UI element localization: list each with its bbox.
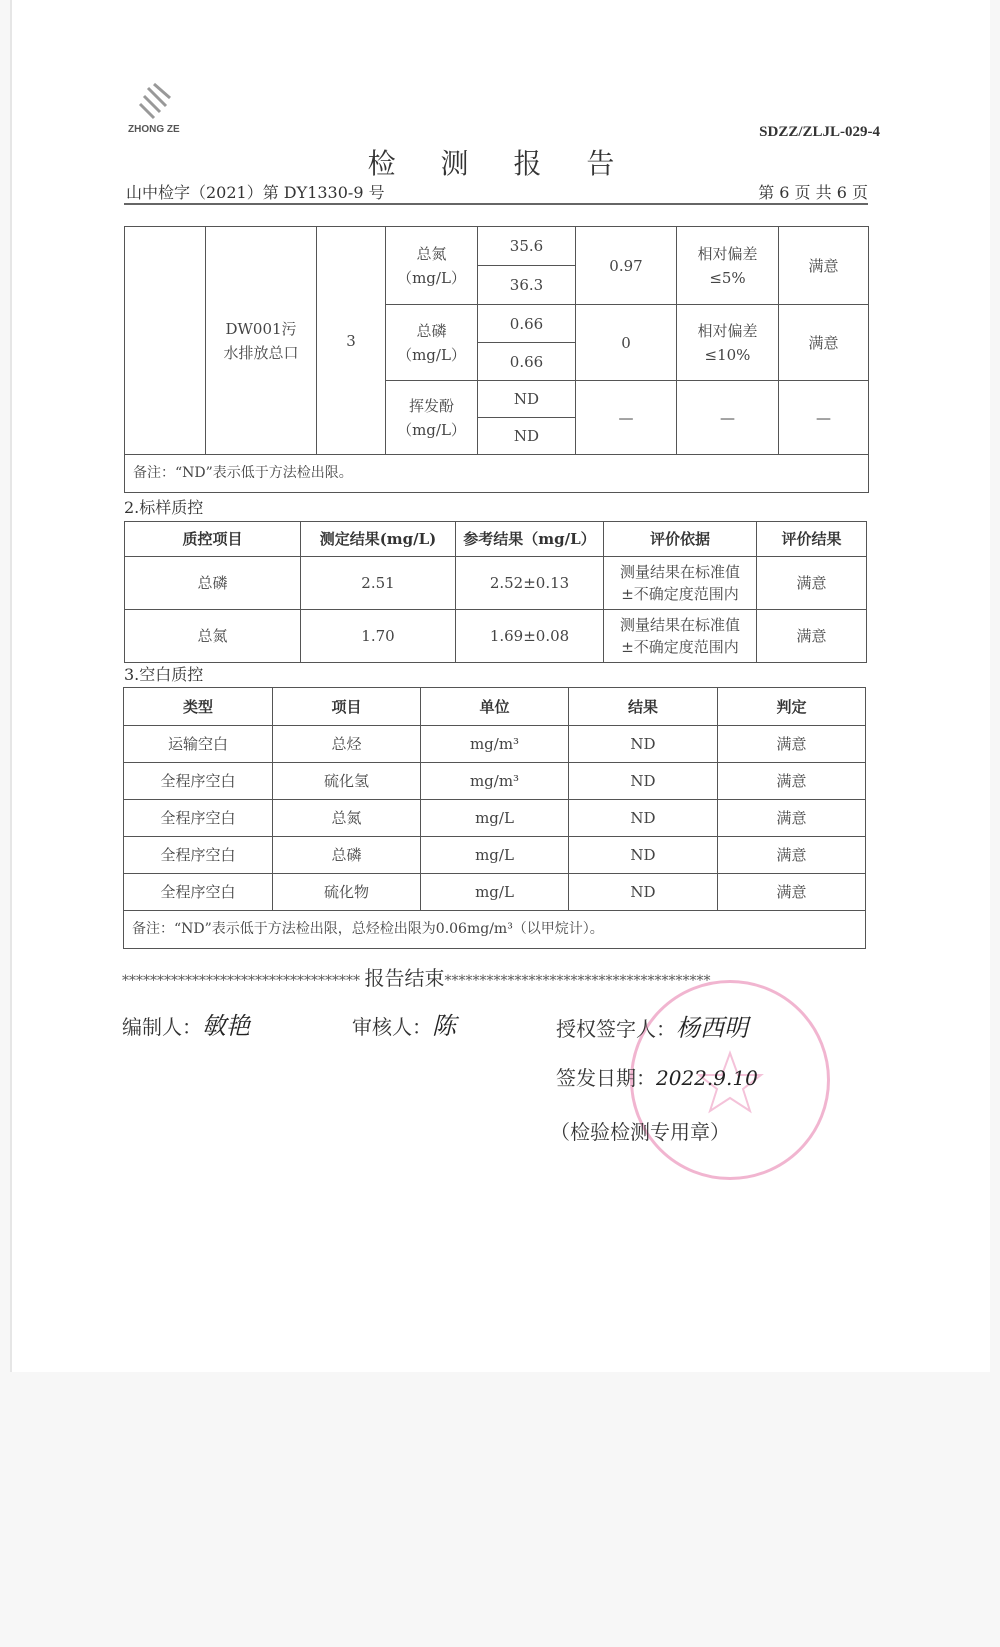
result-cell: 满意 [779, 227, 869, 305]
table-cell: 总氮 [273, 800, 421, 837]
deviation-cell: 0.97 [576, 227, 677, 305]
table-note-row [124, 911, 866, 949]
table-cell: 全程序空白 [124, 800, 273, 837]
table-cell: 满意 [718, 874, 866, 911]
table-header-row [124, 688, 866, 726]
column-header: 评价依据 [604, 522, 757, 557]
value-cell: 0.66 [478, 305, 576, 343]
table-cell: 总磷 [125, 557, 301, 610]
issue-date-value: 2022.9.10 [656, 1066, 758, 1090]
table-cell: 1.69±0.08 [456, 610, 604, 663]
item-cell: 总氮 （mg/L） [386, 227, 478, 305]
page-info: 第 6 页 共 6 页 [758, 183, 868, 202]
table-cell: 1.70 [301, 610, 456, 663]
report-number: 山中检字（2021）第 DY1330-9 号 [126, 183, 385, 202]
table-cell: mg/L [421, 800, 569, 837]
table-cell: 全程序空白 [124, 837, 273, 874]
standard-sample-table [124, 521, 867, 663]
table-cell: 满意 [718, 837, 866, 874]
table-cell: 满意 [757, 610, 867, 663]
table-header-row [125, 522, 867, 557]
table-cell: 满意 [718, 800, 866, 837]
column-header: 参考结果（mg/L） [456, 522, 604, 557]
count-cell: 3 [317, 227, 386, 455]
value-cell: 36.3 [478, 266, 576, 305]
basis-cell: — [677, 381, 779, 455]
value-cell: 0.66 [478, 343, 576, 381]
preparer: 编制人：敏艳 [122, 1012, 250, 1040]
result-cell: 满意 [779, 305, 869, 381]
table-row [124, 800, 866, 837]
table-cell: 总烃 [273, 726, 421, 763]
table-row [124, 874, 866, 911]
table-note: 备注：“ND”表示低于方法检出限，总烃检出限为0.06mg/m³（以甲烷计）。 [124, 911, 866, 949]
header-divider [124, 203, 868, 205]
report-page [10, 0, 990, 1372]
signer-signature: 杨西明 [676, 1014, 748, 1042]
column-header: 项目 [273, 688, 421, 726]
result-cell: — [779, 381, 869, 455]
deviation-cell: 0 [576, 305, 677, 381]
parallel-sample-table [124, 226, 869, 493]
table-cell: mg/L [421, 874, 569, 911]
preparer-signature: 敏艳 [202, 1012, 250, 1040]
table-row [124, 763, 866, 800]
table-cell: 2.51 [301, 557, 456, 610]
table-cell: 满意 [718, 726, 866, 763]
table-cell: 硫化物 [273, 874, 421, 911]
table-cell: 总氮 [125, 610, 301, 663]
table-cell: 全程序空白 [124, 763, 273, 800]
value-cell: ND [478, 418, 576, 455]
zhongze-logo-icon [132, 82, 172, 122]
report-end-mark: ********************************** 报告结束************************************** [122, 966, 711, 990]
deviation-cell: — [576, 381, 677, 455]
site-cell: DW001污水排放总口 [206, 227, 317, 455]
table-cell: ND [569, 837, 718, 874]
table-cell: 测量结果在标准值±不确定度范围内 [604, 610, 757, 663]
table-cell: 总磷 [273, 837, 421, 874]
table-cell: ND [569, 874, 718, 911]
logo-text: ZHONG ZE [128, 124, 180, 135]
table-cell: 测量结果在标准值±不确定度范围内 [604, 557, 757, 610]
page-title: 检 测 报 告 [367, 147, 633, 180]
column-header: 单位 [421, 688, 569, 726]
column-header: 判定 [718, 688, 866, 726]
table-cell: mg/L [421, 837, 569, 874]
table-row [124, 726, 866, 763]
section-heading: 3.空白质控 [124, 665, 204, 684]
table-row [125, 610, 867, 663]
table-cell: 满意 [757, 557, 867, 610]
value-cell: ND [478, 381, 576, 418]
table-row [124, 837, 866, 874]
table-cell: mg/m³ [421, 726, 569, 763]
table-cell: ND [569, 726, 718, 763]
table-cell: ND [569, 800, 718, 837]
blank-cell [125, 227, 206, 455]
column-header: 评价结果 [757, 522, 867, 557]
basis-cell: 相对偏差≤10% [677, 305, 779, 381]
table-row [125, 557, 867, 610]
basis-cell: 相对偏差≤5% [677, 227, 779, 305]
blank-control-table [123, 687, 866, 949]
document-code: SDZZ/ZLJL-029-4 [759, 124, 880, 140]
table-cell: 全程序空白 [124, 874, 273, 911]
item-cell: 挥发酚 （mg/L） [386, 381, 478, 455]
seal-label: （检验检测专用章） [550, 1120, 730, 1144]
section-heading: 2.标样质控 [124, 498, 204, 517]
table-cell: ND [569, 763, 718, 800]
table-note: 备注：“ND”表示低于方法检出限。 [125, 455, 869, 493]
table-cell: 硫化氢 [273, 763, 421, 800]
column-header: 结果 [569, 688, 718, 726]
column-header: 测定结果(mg/L) [301, 522, 456, 557]
table-cell: 2.52±0.13 [456, 557, 604, 610]
reviewer: 审核人：陈 [352, 1012, 456, 1040]
value-cell: 35.6 [478, 227, 576, 266]
issue-date: 签发日期：2022.9.10 [556, 1066, 758, 1090]
table-cell: mg/m³ [421, 763, 569, 800]
table-cell: 满意 [718, 763, 866, 800]
column-header: 类型 [124, 688, 273, 726]
item-cell: 总磷 （mg/L） [386, 305, 478, 381]
table-cell: 运输空白 [124, 726, 273, 763]
authorized-signer: 授权签字人：杨西明 [556, 1014, 748, 1042]
column-header: 质控项目 [125, 522, 301, 557]
reviewer-signature: 陈 [432, 1012, 456, 1040]
